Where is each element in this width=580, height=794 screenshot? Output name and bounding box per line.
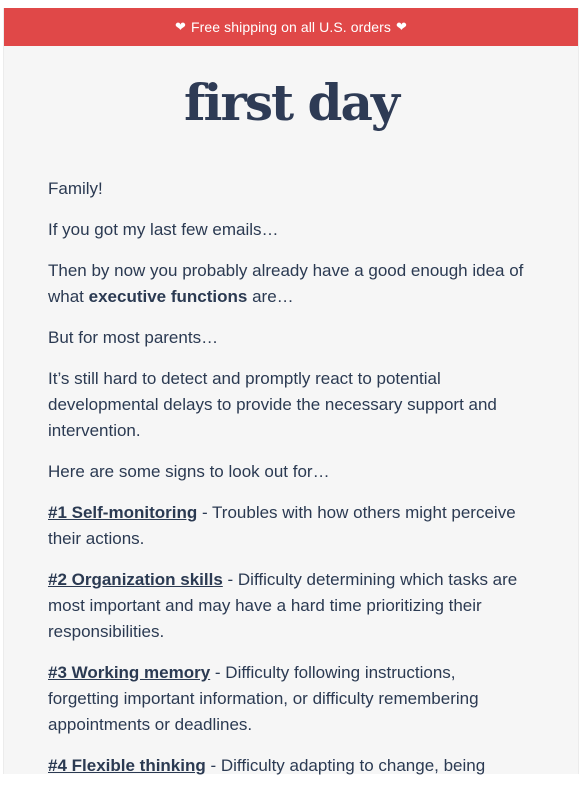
sign-item bbox=[48, 660, 530, 738]
paragraph: It’s still hard to detect and promptly react to potential developmental delays to provide the necessary support and intervention. bbox=[48, 369, 497, 440]
heart-icon: ❤ bbox=[174, 19, 186, 34]
paragraph-text: are… bbox=[247, 287, 294, 306]
logo-container bbox=[4, 68, 578, 138]
sign-item bbox=[48, 753, 530, 779]
greeting: Family! bbox=[48, 179, 103, 198]
paragraph: If you got my last few emails… bbox=[48, 220, 279, 239]
paragraph bbox=[48, 258, 530, 310]
banner-text: Free shipping on all U.S. orders bbox=[190, 19, 392, 35]
sign-link[interactable]: #3 Working memory bbox=[48, 663, 211, 682]
sign-link[interactable]: #1 Self-monitoring bbox=[48, 503, 198, 522]
sign-link[interactable]: #2 Organization skills bbox=[48, 570, 223, 589]
paragraph: But for most parents… bbox=[48, 328, 219, 347]
paragraph: Here are some signs to look out for… bbox=[48, 462, 330, 481]
sign-description: - Difficulty following instructions, forgetting important information, or difficulty remembering appointments or deadlines. bbox=[48, 663, 479, 734]
brand-logo[interactable]: first day bbox=[184, 73, 398, 132]
sign-description: - Difficulty determining which tasks are most important and may have a hard time prioritizing their responsibilities. bbox=[48, 570, 518, 641]
sign-item bbox=[48, 567, 530, 645]
heart-icon: ❤ bbox=[396, 19, 408, 34]
executive-functions-emphasis: executive functions bbox=[88, 287, 248, 306]
sign-item bbox=[48, 500, 530, 552]
shipping-banner[interactable] bbox=[4, 8, 578, 46]
email-body bbox=[48, 176, 530, 794]
sign-description: - Troubles with how others might perceive their actions. bbox=[48, 503, 516, 548]
sign-link[interactable]: #4 Flexible thinking bbox=[48, 756, 206, 775]
sign-description: - Difficulty adapting to change, being bbox=[205, 756, 486, 775]
paragraph-text: Then by now you probably already have a good enough idea of what bbox=[48, 261, 524, 306]
